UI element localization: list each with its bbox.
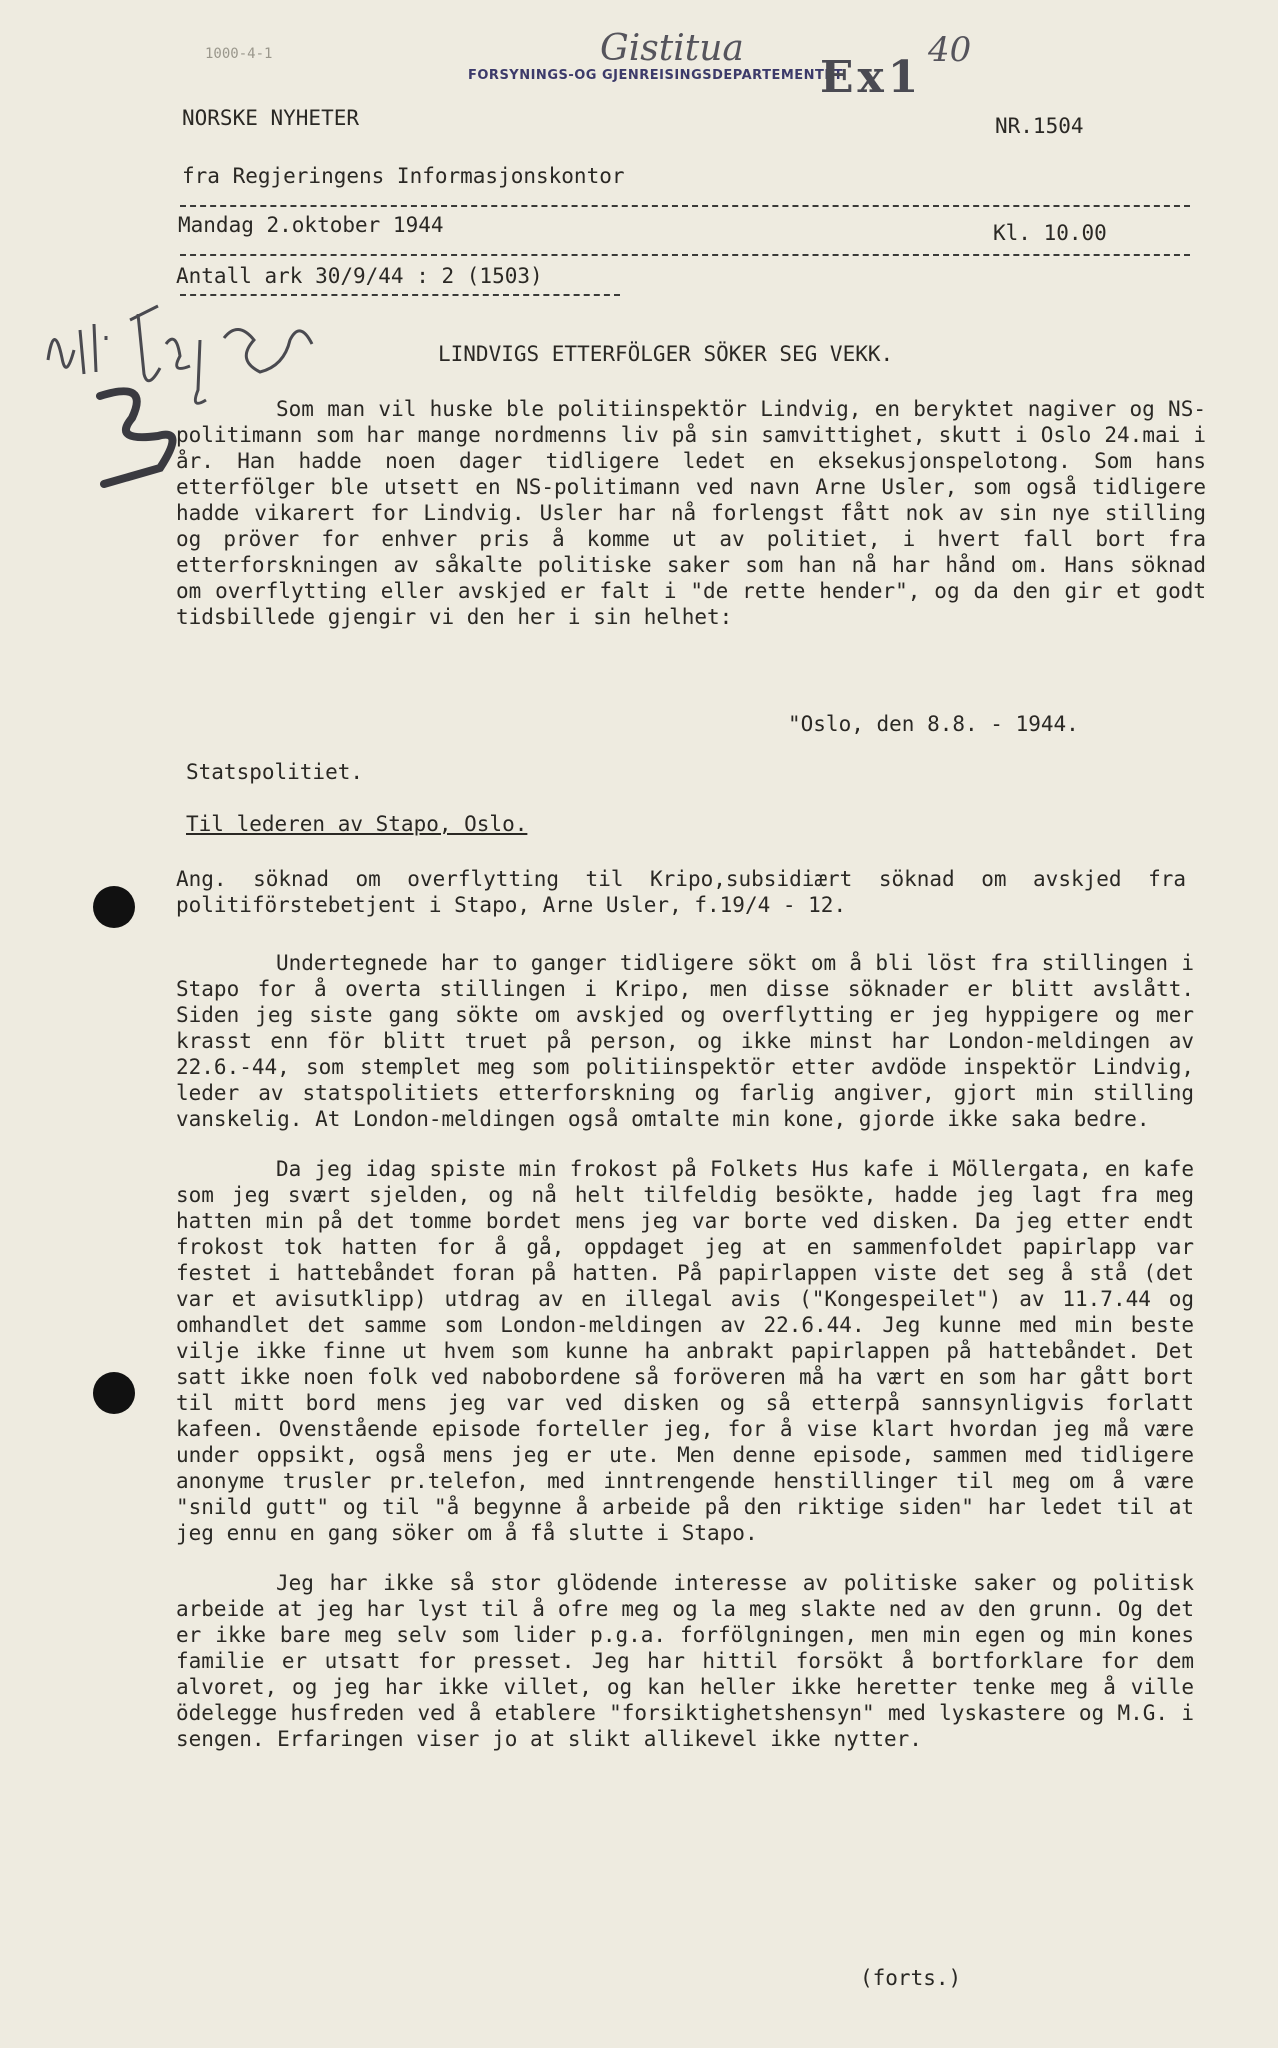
letter-subject-block xyxy=(176,866,1186,918)
continued-note: (forts.) xyxy=(860,1966,962,1990)
header-rule-middle xyxy=(180,254,1190,256)
header-rule-top xyxy=(180,205,1190,207)
issue-number: NR.1504 xyxy=(995,114,1084,138)
issue-time: Kl. 10.00 xyxy=(993,221,1107,245)
letter-sender: Statspolitiet. xyxy=(186,760,364,784)
sheet-count: Antall ark 30/9/44 : 2 (1503) xyxy=(176,264,543,288)
faint-handwritten-note: 1000-4-1 xyxy=(205,46,273,62)
ministry-stamp: FORSYNINGS-OG GJENREISINGSDEPARTEMENTET xyxy=(468,68,844,83)
letter-subject: Ang. söknad om overflytting til Kripo,subsidiært söknad om avskjed fra politiförstebetjent i Stapo, Arne Usler, f.19/4 - 12. xyxy=(176,867,1186,917)
punch-hole-top xyxy=(93,886,135,928)
letter-paragraph-3: Jeg har ikke så stor glödende interesse av politiske saker og politisk arbeide at jeg har lyst til å ofre meg og la meg slakte ned av den grunn. Og det er ikke bare meg selv som lider p.g.a. forfölgningen, men min egen og min kones familie er utsatt for presset. Jeg har hittil forsökt å bortforklare for dem alvoret, og jeg har ikke villet, og kan heller ikke heretter tenke meg å ville ödelegge husfreden ved å etablere "forsiktighetshensyn" med lyskastere og M.G. i sengen. Erfaringen viser jo at slikt allikevel ikke nytter. xyxy=(176,1571,1194,1751)
handwritten-top-note: Gistitua xyxy=(600,28,744,69)
handwritten-number: 40 xyxy=(928,30,972,70)
issue-date: Mandag 2.oktober 1944 xyxy=(178,213,444,237)
article-title: LINDVIGS ETTERFÖLGER SÖKER SEG VEKK. xyxy=(438,342,894,366)
publication-name: NORSKE NYHETER xyxy=(182,106,360,130)
letter-place-date: "Oslo, den 8.8. - 1944. xyxy=(788,712,1079,736)
ex-mark: Ex1 xyxy=(820,52,923,103)
intro-paragraph: Som man vil huske ble politiinspektör Lindvig, en beryktet nagiver og NS-politimann som har mange nordmenns liv på sin samvittighet, skutt i Oslo 24.mai i år. Han hadde noen dager tidligere ledet en eksekusjonspelotong. Som hans etterfölger ble utsett en NS-politimann ved navn Arne Usler, som også tidligere hadde vikarert for Lindvig. Usler har nå forlengst fått nok av sin nye stilling og pröver for enhver pris å komme ut av politiet, i hvert fall bort fra etterforskningen av såkalte politiske saker som han nå har hånd om. Hans söknad om overflytting eller avskjed er falt i "de rette hender", og da den gir et godt tidsbillede gjengir vi den her i sin helhet: xyxy=(176,397,1206,629)
letter-paragraph-1: Undertegnede har to ganger tidligere sökt om å bli löst fra stillingen i Stapo for å overta stillingen i Kripo, men disse söknader er blitt avslått. Siden jeg siste gang sökte om avskjed og overflytting er jeg hyppigere og mer krasst enn för blitt truet på person, og ikke minst har London-meldingen av 22.6.-44, som stemplet meg som politiinspektör etter avdöde inspektör Lindvig, leder av statspolitiets etterforskning og farlig angiver, gjort min stilling vanskelig. At London-meldingen også omtalte min kone, gjorde ikke saka bedre. xyxy=(176,951,1194,1131)
intro-text xyxy=(176,396,1206,630)
letter-recipient: Til lederen av Stapo, Oslo. xyxy=(186,812,528,836)
letter-paragraph-2: Da jeg idag spiste min frokost på Folkets Hus kafe i Möllergata, en kafe som jeg svært sjelden, og nå helt tilfeldig besökte, hadde jeg lagt fra meg hatten min på det tomme bordet mens jeg var borte ved disken. Da jeg etter endt frokost tok hatten for å gå, oppdaget jeg at en sammenfoldet papirlapp var festet i hattebåndet foran på hatten. På papirlappen viste det seg å stå (det var et avisutklipp) utdrag av en illegal avis ("Kongespeilet") av 11.7.44 og omhandlet det samme som London-meldingen av 22.6.44. Jeg kunne med min beste vilje ikke finne ut hvem som kunne ha anbrakt papirlappen på hattebåndet. Det satt ikke noen folk ved nabobordene så foröveren må ha vært en som har gått bort til mitt bord mens jeg var ved disken og så etterpå sannsynligvis forlatt kafeen. Ovenstående episode forteller jeg, for å vise klart hvordan jeg må være under oppsikt, også mens jeg er ute. Men denne episode, sammen med tidligere anonyme trusler pr.telefon, med inntrengende henstillinger til meg om å være "snild gutt" og til "å begynne å arbeide på den riktige siden" har ledet til at jeg ennu en gang söker om å få slutte i Stapo. xyxy=(176,1157,1194,1545)
source-office: fra Regjeringens Informasjonskontor xyxy=(182,164,625,188)
punch-hole-bottom xyxy=(93,1372,135,1414)
header-rule-bottom xyxy=(180,294,620,296)
letter-body xyxy=(176,950,1194,1752)
